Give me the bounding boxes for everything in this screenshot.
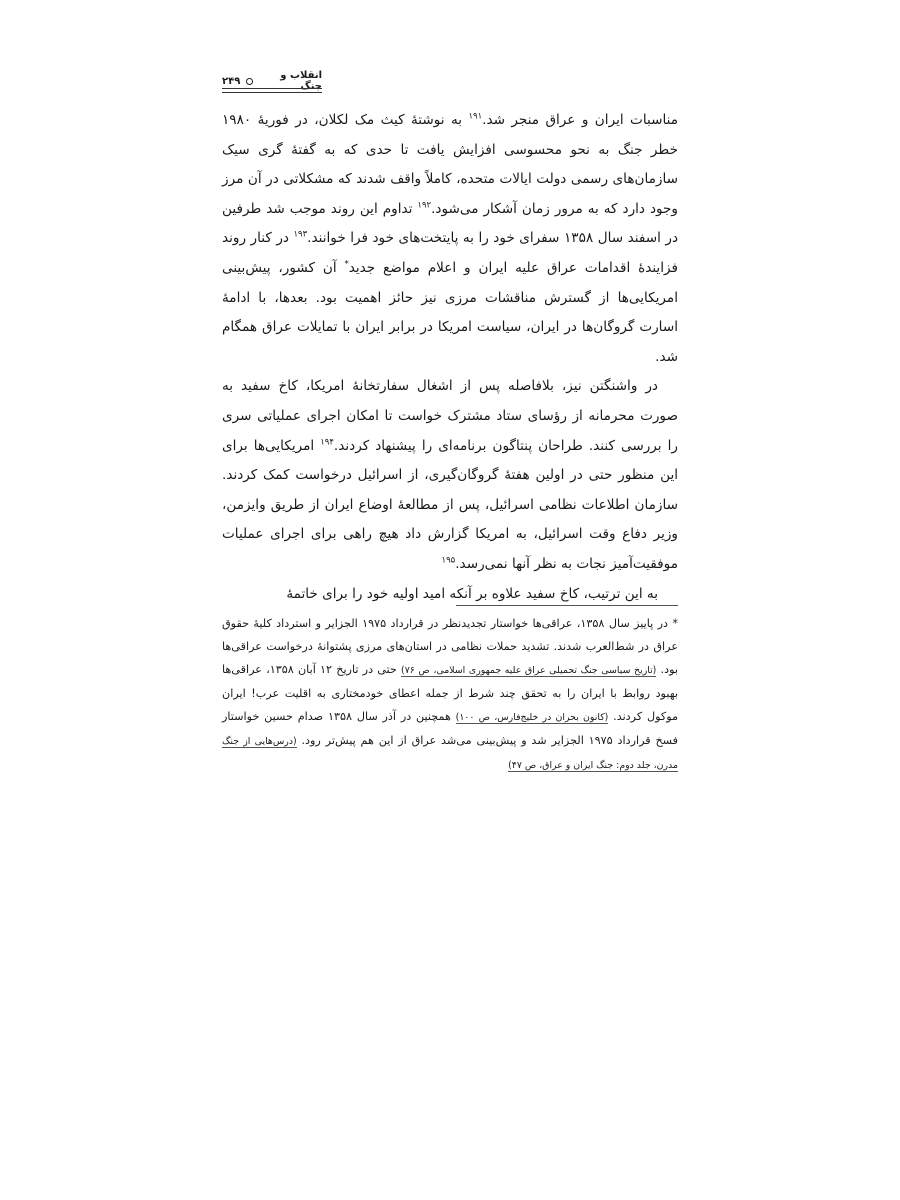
endnote-ref: ۱۹۲ [417,200,432,211]
footnote-marker: * [344,259,349,270]
footnote-run: همچنین در آذر سال ۱۳۵۸ صدام حسین خواستار فسخ قرارداد ۱۹۷۵ الجزایر شد و پیش‌بینی می‌شد عراق از این هم پیش‌تر رود. [222,710,678,747]
footnote-source: (کانون بحران در خلیج‌فارس، ص ۱۰۰) [455,712,609,723]
paragraph-1 [222,106,678,372]
running-header-title: انقلاب و جنگ [280,70,322,92]
text-run: تداوم این روند موجب شد طرفین در اسفند سال ۱۳۵۸ سفرای خود را به پایتخت‌های خود فرا خوانند. [222,200,679,247]
paragraph-2 [222,372,678,579]
body-text [222,106,678,609]
footnote-separator [456,605,678,606]
footnote-source: (درس‌هایی از جنگ مدرن، جلد دوم: جنگ ایران و عراق، ص ۴۷) [222,736,678,771]
text-run: امریکایی‌ها برای این منظور حتی در اولین هفتهٔ گروگان‌گیری، از اسرائیل درخواست کمک کردند. سازمان اطلاعات نظامی اسرائیل، پس از مطالعهٔ اوضاع ایران از طریق وایزمن، وزیر دفاع وقت اسرائیل، به امریکا گزارش داد هیچ راهی برای اجرای عملیات موفقیت‌آمیز نجات به نظر آنها نمی‌رسد. [222,437,678,572]
footnote [222,612,678,777]
text-run: به این ترتیب، کاخ سفید علاوه بر آنکه امید اولیه خود را برای خاتمهٔ [286,585,658,602]
text-run: مناسبات ایران و عراق منجر شد. [482,112,678,128]
circle-separator-icon [246,78,253,85]
text-run: در واشنگتن نیز، بلافاصله پس از اشغال سفارتخانهٔ امریکا، کاخ سفید به صورت محرمانه از رؤسای ستاد مشترک خواست تا امکان اجرای عملیاتی سری را بررسی کنند. طراحان پنتاگون برنامه‌ای را پیشنهاد کردند. [222,378,678,454]
footnote-run: * در پاییز سال ۱۳۵۸، عراقی‌ها خواستار تجدیدنظر در قرارداد ۱۹۷۵ الجزایر و استرداد کلیهٔ حقوق عراق در شط‌العرب شدند. تشدید حملات نظامی در استان‌های مرزی پشتوانهٔ درخواست عراقی‌ها بود. [222,617,678,676]
footnote-source: (تاریخ سیاسی جنگ تحمیلی عراق علیه جمهوری اسلامی، ص ۷۶) [401,665,657,676]
footnote-run: حتی در تاریخ ۱۲ آبان ۱۳۵۸، عراقی‌ها بهبود روابط با ایران را به تحقق چند شرط از جمله اعطای خودمختاری به اقلیت عرب! ایران موکول کردند. [222,663,678,723]
endnote-ref: ۱۹۱ [468,111,483,122]
endnote-ref: ۱۹۳ [293,229,308,240]
endnote-ref: ۱۹۵ [441,555,456,566]
text-run: به نوشتهٔ کیث مک لکلان، در فوریهٔ ۱۹۸۰ خطر جنگ به نحو محسوسی افزایش یافت تا حدی که به گفتهٔ گری سیک سازمان‌های رسمی دولت ایالات متحده، کاملاً واقف شدند که مشکلاتی در آن مرز وجود دارد که به مرور زمان آشکار می‌شود. [222,112,678,217]
endnote-ref: ۱۹۴ [320,437,334,447]
header-rule [222,88,322,93]
footnote-text [222,612,678,777]
page-number: ۲۴۹ [222,75,241,87]
text-run: در کنار روند فزایندهٔ اقدامات عراق علیه ایران و اعلام مواضع جدید [222,230,678,276]
text-run: آن کشور، پیش‌بینی امریکایی‌ها از گسترش مناقشات مرزی نیز حائز اهمیت بود. بعدها، با ادامهٔ اسارت گروگان‌ها در ایران، سیاست امریکا در برابر ایران با تمایلات عراق همگام شد. [222,259,678,365]
